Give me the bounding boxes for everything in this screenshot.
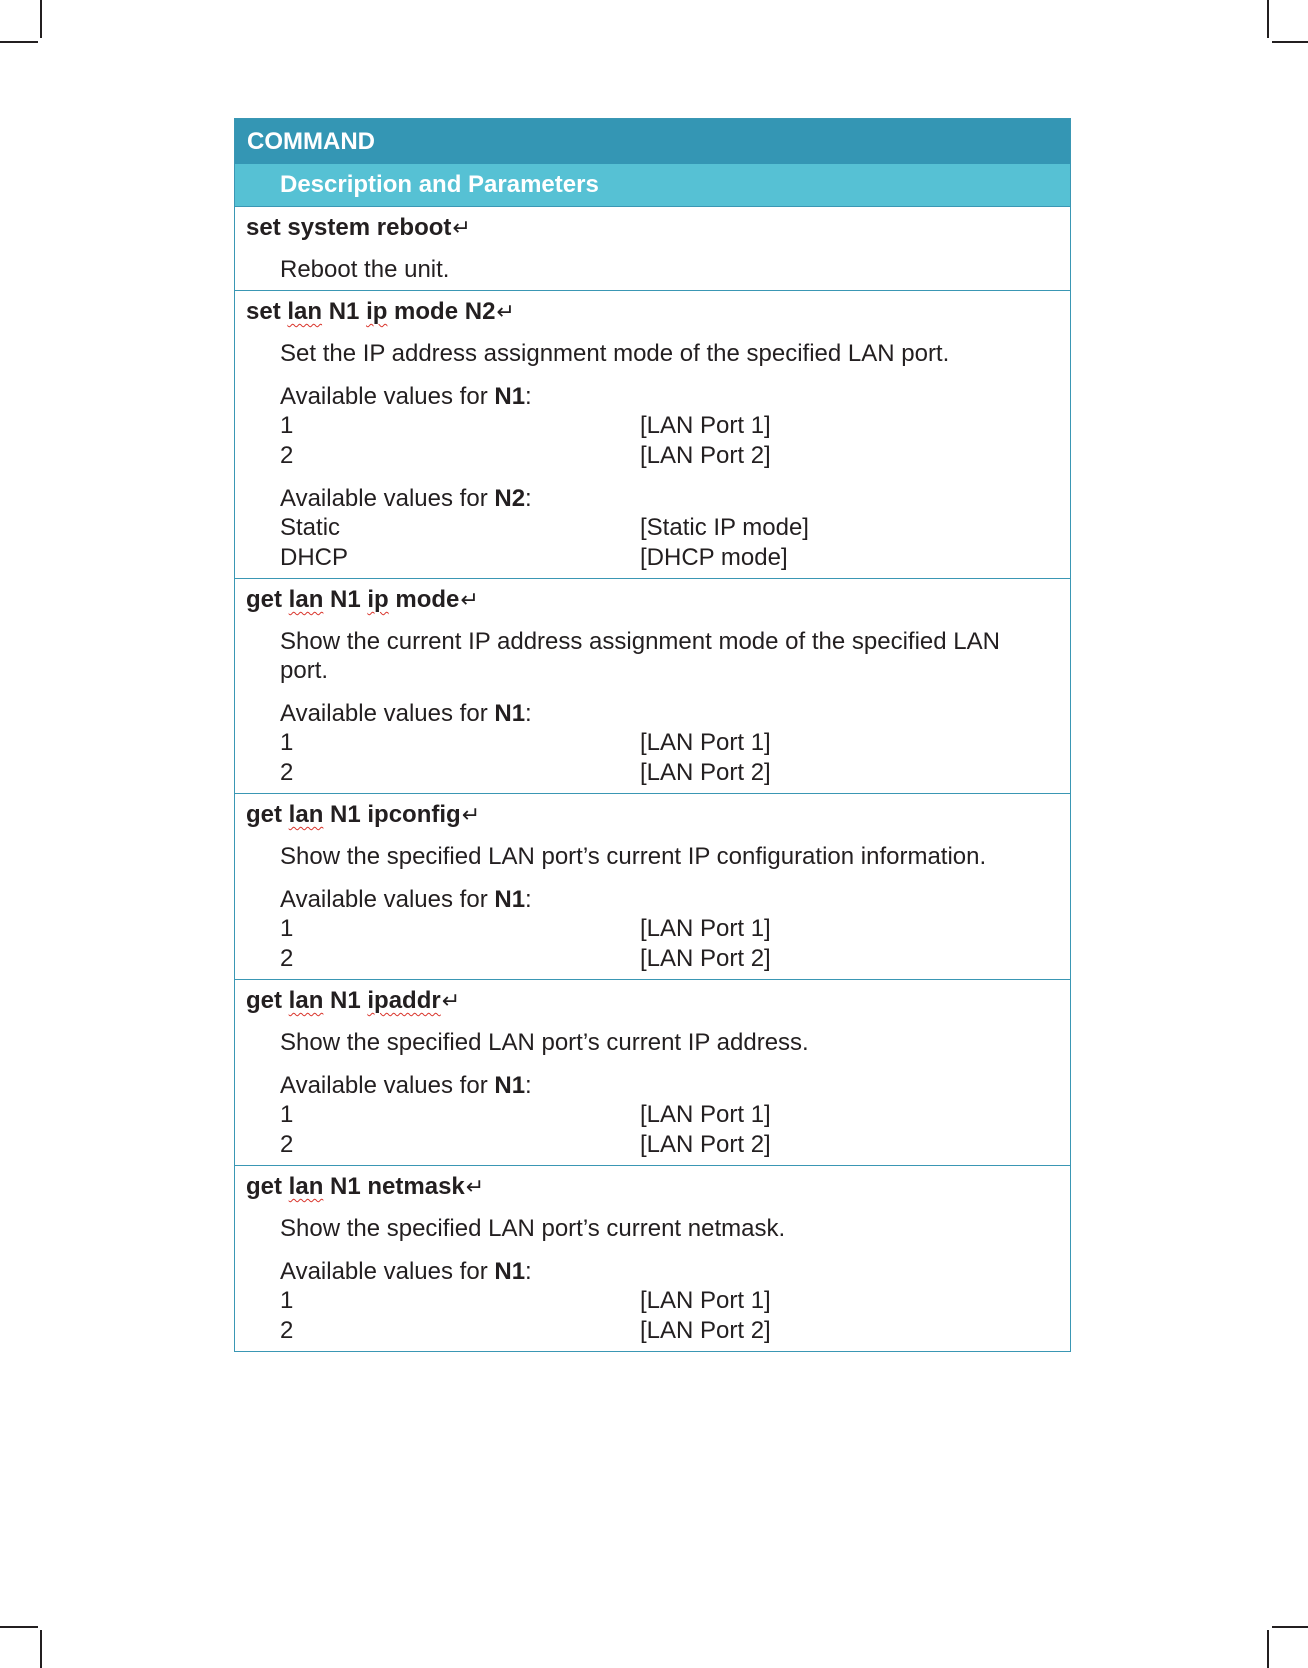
command-token: lan [288,987,324,1014]
crop-mark-top-right-horizontal [1272,41,1308,43]
return-icon: ↵ [452,215,471,240]
available-values-prefix: Available values for [280,485,495,512]
command-description: Set the IP address assignment mode of the specified LAN port. [280,340,950,367]
command-row [235,290,1070,578]
parameter-values [235,513,1070,572]
parameter-value-label: [LAN Port 1] [640,915,771,942]
command-token: ip [366,298,388,325]
parameter-values [235,411,1070,470]
command-description: Show the specified LAN port’s current IP configuration information. [280,843,987,870]
command-header: COMMAND [235,119,1070,164]
parameter-value-row [235,543,1070,573]
parameter-value-label: [LAN Port 1] [640,729,771,756]
parameter-value-row [235,758,1070,788]
return-icon: ↵ [465,1174,485,1199]
parameter-value-key: 2 [280,441,294,469]
command-token: ipaddr [367,987,441,1014]
parameter-value-row [235,914,1070,944]
parameter-value-row [235,1316,1070,1346]
parameter-value-key: 2 [280,1130,294,1158]
description-header: Description and Parameters [235,164,1070,206]
parameter-values [235,728,1070,787]
parameter-value-key: 1 [280,412,294,439]
command-token: N1 [322,298,367,325]
crop-mark-bottom-left-horizontal [0,1626,38,1628]
available-values-prefix: Available values for [280,1258,495,1285]
command-token: N1 [323,987,368,1014]
available-values-heading: Available values for N1: [280,700,532,727]
parameter-name: N1 [494,1258,526,1285]
parameter-value-key: DHCP [280,543,349,571]
command-token: set system reboot [246,214,452,241]
crop-mark-bottom-left-vertical [40,1630,42,1668]
parameter-name: N1 [494,886,526,913]
command-syntax [235,798,1070,832]
crop-mark-top-left-vertical [40,0,42,38]
available-values-heading: Available values for N1: [280,383,532,410]
command-row [235,793,1070,979]
command-description: Show the current IP address assignment mode of the specified LAN port. [280,628,1000,684]
parameter-value-label: [LAN Port 2] [640,1316,771,1344]
crop-mark-top-left-horizontal [0,41,38,43]
command-token: mode [388,586,460,613]
return-icon: ↵ [460,587,479,612]
command-description: Reboot the unit. [280,256,450,283]
command-token: get [246,1173,289,1200]
command-row [235,979,1070,1165]
command-token: N1 netmask [323,1173,465,1200]
available-values-heading: Available values for N1: [280,1072,532,1099]
command-row [235,206,1070,290]
command-token: N1 ipconfig [323,801,461,828]
command-syntax [235,295,1070,329]
parameter-value-key: Static [280,514,341,541]
parameter-value-row [235,1130,1070,1160]
command-token: N1 [323,586,368,613]
parameter-value-key: 2 [280,1316,294,1344]
parameter-value-label: [LAN Port 2] [640,944,771,972]
parameter-value-label: [LAN Port 2] [640,441,771,469]
parameter-values [235,914,1070,973]
command-row [235,1165,1070,1351]
return-icon: ↵ [441,988,461,1013]
parameter-value-key: 1 [280,1101,294,1128]
parameter-value-label: [LAN Port 1] [640,1101,771,1128]
parameter-name: N1 [494,700,526,727]
available-values-prefix: Available values for [280,1072,495,1099]
command-syntax [235,211,1070,245]
command-syntax [235,583,1070,617]
parameter-value-key: 2 [280,758,294,786]
command-token: lan [288,1173,324,1200]
command-description: Show the specified LAN port’s current netmask. [280,1215,786,1242]
parameter-value-row [235,513,1070,543]
parameter-value-row [235,728,1070,758]
command-token: lan [288,801,324,828]
parameter-value-row [235,441,1070,471]
parameter-value-label: [DHCP mode] [640,543,788,571]
parameter-value-row [235,1100,1070,1130]
available-values-prefix: Available values for [280,886,495,913]
crop-mark-bottom-right-horizontal [1272,1626,1308,1628]
available-values-heading: Available values for N1: [280,1258,532,1285]
return-icon: ↵ [461,802,481,827]
parameter-value-row [235,411,1070,441]
command-token: lan [288,586,324,613]
available-values-prefix: Available values for [280,700,495,727]
parameter-name: N2 [494,485,526,512]
parameter-value-label: [Static IP mode] [640,514,809,541]
available-values-heading: Available values for N2: [280,485,532,512]
parameter-value-label: [LAN Port 1] [640,412,771,439]
command-token: get [246,586,289,613]
available-values-prefix: Available values for [280,383,495,410]
command-syntax [235,1170,1070,1204]
parameter-value-key: 1 [280,915,294,942]
command-token: get [246,801,289,828]
command-row [235,578,1070,793]
command-token: mode N2 [387,298,496,325]
parameter-value-key: 2 [280,944,294,972]
available-values-heading: Available values for N1: [280,886,532,913]
parameter-name: N1 [494,1072,526,1099]
command-token: lan [287,298,323,325]
command-syntax [235,984,1070,1018]
parameter-values [235,1286,1070,1345]
command-table [234,118,1071,1352]
command-token: ip [367,586,389,613]
parameter-value-label: [LAN Port 1] [640,1287,771,1314]
command-description: Show the specified LAN port’s current IP address. [280,1029,809,1056]
crop-mark-top-right-vertical [1267,0,1269,38]
parameter-value-key: 1 [280,1287,294,1314]
return-icon: ↵ [496,299,515,324]
parameter-value-row [235,944,1070,974]
crop-mark-bottom-right-vertical [1267,1630,1269,1668]
parameter-value-label: [LAN Port 2] [640,758,771,786]
parameter-values [235,1100,1070,1159]
command-rows [235,206,1070,1351]
command-token: get [246,987,289,1014]
parameter-value-label: [LAN Port 2] [640,1130,771,1158]
parameter-value-key: 1 [280,729,294,756]
command-token: set [246,298,288,325]
parameter-name: N1 [494,383,526,410]
parameter-value-row [235,1286,1070,1316]
